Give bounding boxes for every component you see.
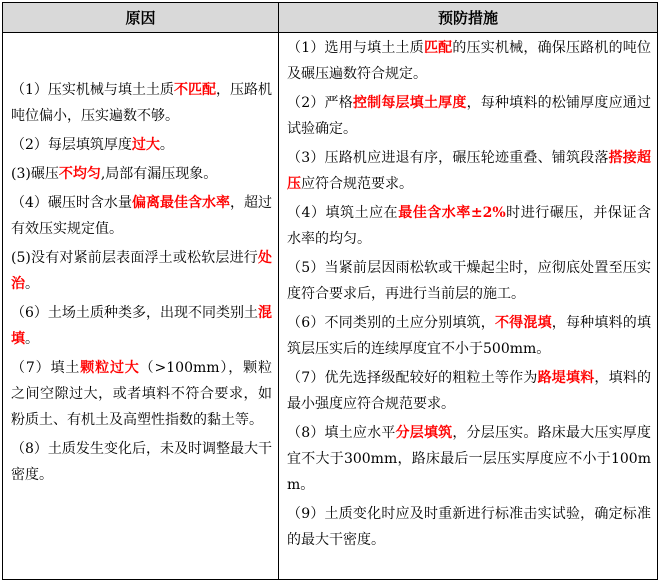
measure-item [287,420,651,498]
item-text: 时进行碾压，并保证含水率的均匀。 [287,205,651,247]
highlighted-text: 路堤填料 [537,370,595,386]
highlighted-text: 偏离最佳含水率 [131,195,230,211]
item-text: （8）土质发生变化后，未及时调整最大干密度。 [11,441,272,483]
measure-item [287,501,651,553]
item-text: （7）填土 [11,360,81,376]
highlighted-text: 混填 [11,305,272,347]
cause-item [11,161,272,187]
item-text: 。 [159,137,174,153]
item-text: 。 [25,331,39,347]
item-text: ，每种填料的填筑层压实后的连续厚度宜不小于500mm。 [287,315,651,357]
cause-item [11,436,272,488]
item-text: (5)没有对紧前层表面浮土或松软层进行 [11,250,258,266]
highlighted-text: 不得混填 [494,315,552,331]
item-text: （8）填土应水平 [287,425,396,441]
item-text: （2）严格 [287,95,353,111]
measures-column [279,33,657,579]
measure-item [287,35,651,87]
cause-item [11,132,272,158]
item-text: （5）当紧前层因雨松软或干燥起尘时，应彻底处置至压实度符合要求后，再进行当前层的施工。 [287,260,651,302]
cause-item [11,355,272,433]
measure-item [287,255,651,307]
item-text: （1）选用与填土土质 [287,40,424,56]
header-measures: 预防措施 [279,3,657,33]
item-text: （4）填筑土应在 [287,205,399,221]
measure-item [287,310,651,362]
comparison-table [2,2,658,580]
item-text: （7）优先选择级配较好的粗粒土等作为 [287,370,538,386]
item-text: ，填料的最小强度应符合规范要求。 [287,370,652,412]
cause-item [11,300,272,352]
item-text: （3）压路机应进退有序，碾压轮迹重叠、铺筑段落 [287,150,609,166]
highlighted-text: 控制每层填土厚度 [352,95,467,111]
item-text: 应符合规范要求。 [301,176,413,192]
item-text: 的压实机械，确保压路机的吨位及碾压遍数符合规定。 [287,40,651,82]
highlighted-text: 过大 [131,137,160,153]
highlighted-text: 不匹配 [173,82,216,98]
causes-column [3,33,279,579]
item-text: ，超过有效压实规定值。 [11,195,272,237]
highlighted-text: 搭接超压 [287,150,652,192]
item-text: 。 [25,276,39,292]
header-causes: 原因 [3,3,279,33]
measure-item [287,200,651,252]
item-text: ,局部有漏压现象。 [100,166,218,182]
item-text: （>100mm），颗粒之间空隙过大，或者填料不符合要求，如粉质土、有机土及高塑性指数的黏土等。 [11,360,272,428]
item-text: ，分层压实。路床最大压实厚度宜不大于300mm，路床最后一层压实厚度应不小于100mm。 [287,425,651,493]
item-text: （4）碾压时含水量 [11,195,132,211]
item-text: ，每种填料的松铺厚度应通过试验确定。 [287,95,651,137]
highlighted-text: 匹配 [423,40,453,56]
highlighted-text: 处治 [11,250,272,292]
highlighted-text: 最佳含水率±2% [398,205,506,221]
highlighted-text: 不均匀 [58,166,101,182]
item-text: (3)碾压 [11,166,59,182]
item-text: （6）土场土质种类多，出现不同类别土 [11,305,258,321]
highlighted-text: 分层填筑 [395,425,453,441]
measure-item [287,145,651,197]
item-text: （6）不同类别的土应分别填筑， [287,315,495,331]
cause-item [11,190,272,242]
highlighted-text: 颗粒过大 [80,360,140,376]
item-text: ，压路机吨位偏小，压实遍数不够。 [11,82,272,124]
measure-item [287,90,651,142]
item-text: （1）压实机械与填土土质 [11,82,174,98]
cause-item [11,77,272,129]
measure-item [287,365,651,417]
item-text: （9）土质变化时应及时重新进行标准击实试验，确定标准的最大干密度。 [287,506,651,548]
item-text: （2）每层填筑厚度 [11,137,132,153]
cause-item [11,245,272,297]
